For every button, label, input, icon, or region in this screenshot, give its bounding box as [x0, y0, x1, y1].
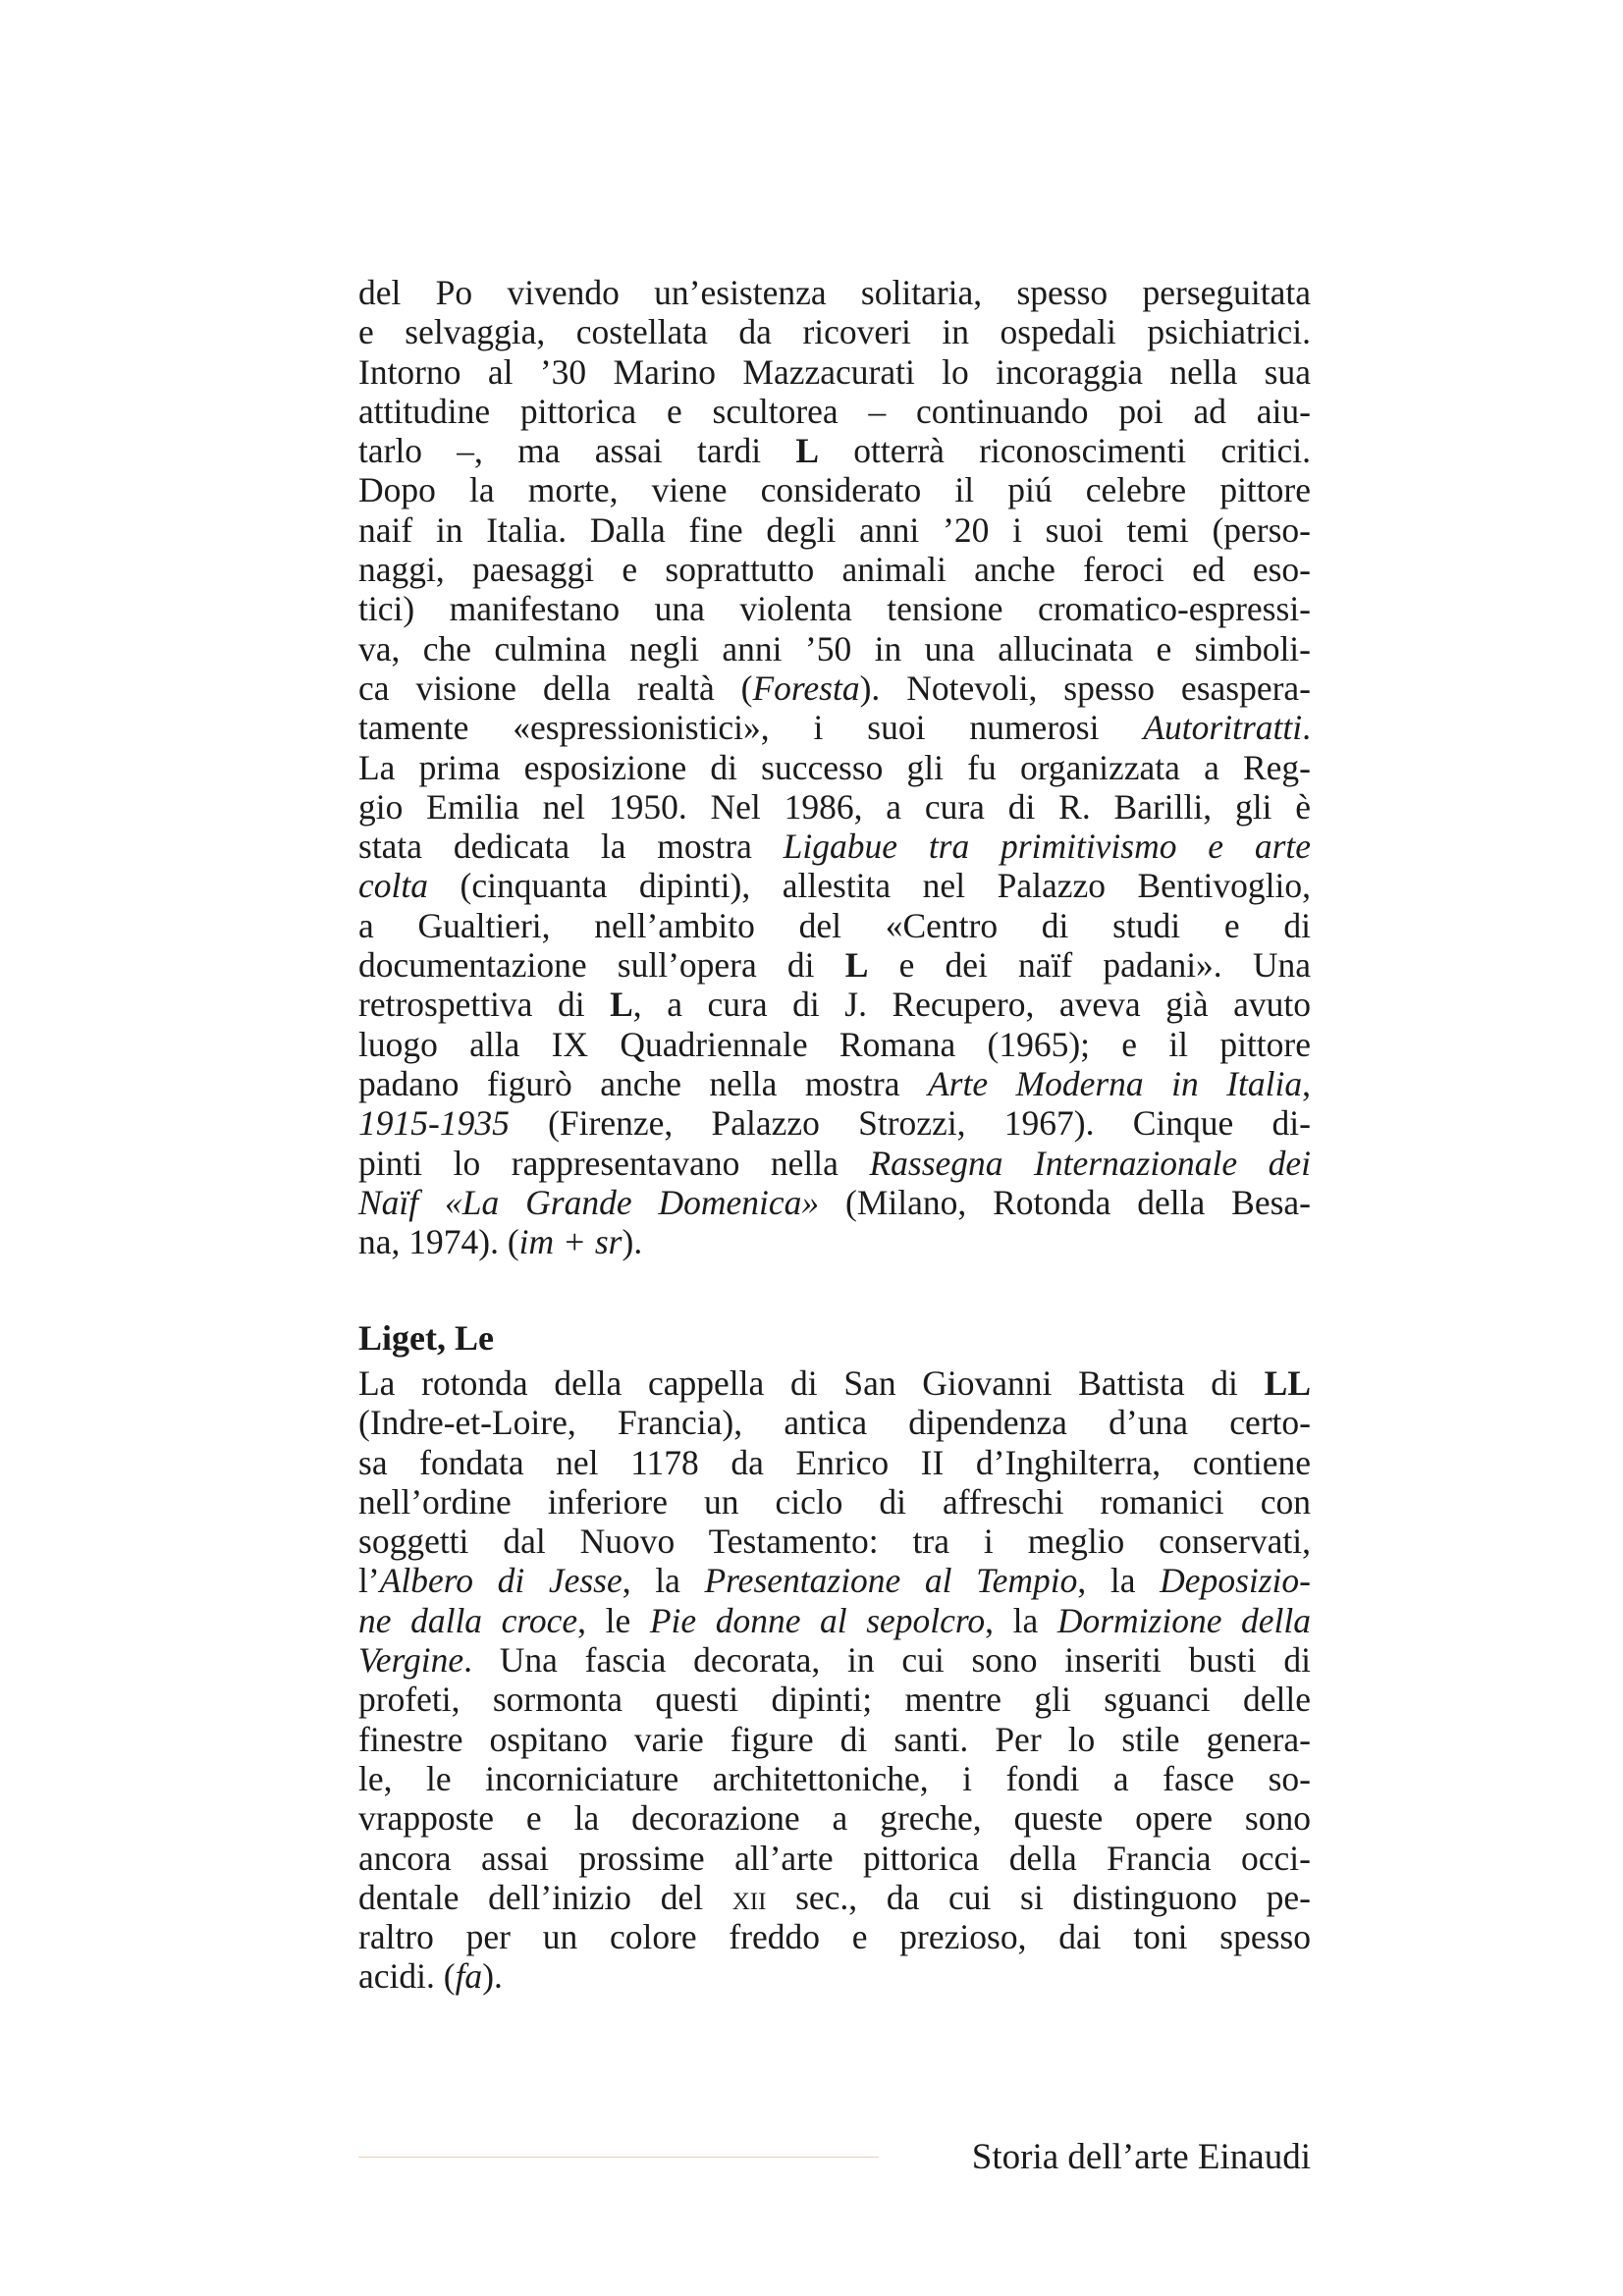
text-line: naggi, paesaggi e soprattutto animali anche feroci ed eso- [358, 550, 1311, 590]
text-line: tamente «espressionistici», i suoi numerosi Autoritratti. [358, 708, 1311, 748]
text-line: tarlo –, ma assai tardi L otterrà riconoscimenti critici. [358, 431, 1311, 471]
text-line: gio Emilia nel 1950. Nel 1986, a cura di R. Barilli, gli è [358, 786, 1311, 827]
text-line: ne dalla croce, le Pie donne al sepolcro, la Dormizione della [358, 1600, 1312, 1640]
text-line: vrapposte e la decorazione a greche, queste opere sono [358, 1798, 1311, 1839]
entry-body-text [358, 1363, 1311, 1997]
text-line: Intorno al ’30 Marino Mazzacurati lo incoraggia nella sua [358, 351, 1311, 392]
entry-heading: Liget, Le [358, 1318, 494, 1358]
text-line: l’Albero di Jesse, la Presentazione al Tempio, la Deposizio- [358, 1561, 1311, 1601]
entry-continuation-text [358, 273, 1311, 1261]
text-line: dentale dell’inizio del xii sec., da cui si distinguono pe- [358, 1877, 1311, 1917]
text-line: soggetti dal Nuovo Testamento: tra i meglio conservati, [358, 1522, 1311, 1562]
text-line: Dopo la morte, viene considerato il piú celebre pittore [358, 470, 1311, 510]
text-line: padano figurò anche nella mostra Arte Moderna in Italia, [358, 1063, 1311, 1103]
footer-rule [358, 2157, 879, 2158]
text-line: Naïf «La Grande Domenica» (Milano, Rotonda della Besa- [358, 1182, 1311, 1222]
text-line: stata dedicata la mostra Ligabue tra primitivismo e arte [358, 827, 1311, 867]
text-line: acidi. (fa). [358, 1956, 503, 1997]
text-line: ancora assai prossime all’arte pittorica della Francia occi- [358, 1838, 1311, 1878]
text-line: 1915-1935 (Firenze, Palazzo Strozzi, 1967). Cinque di- [358, 1103, 1311, 1144]
text-line: luogo alla IX Quadriennale Romana (1965); e il pittore [358, 1024, 1311, 1064]
text-line: raltro per un colore freddo e prezioso, dai toni spesso [358, 1917, 1311, 1957]
text-line: documentazione sull’opera di L e dei naïf padani». Una [358, 945, 1311, 986]
text-line: (Indre-et-Loire, Francia), antica dipendenza d’una certo- [358, 1403, 1311, 1443]
text-line: sa fondata nel 1178 da Enrico II d’Inghilterra, contiene [358, 1442, 1311, 1482]
text-line: La prima esposizione di successo gli fu organizzata a Reg- [358, 747, 1311, 787]
text-line: a Gualtieri, nell’ambito del «Centro di studi e di [358, 905, 1311, 945]
text-line: e selvaggia, costellata da ricoveri in ospedali psichiatrici. [358, 312, 1311, 352]
text-line: retrospettiva di L, a cura di J. Recupero, aveva già avuto [358, 985, 1311, 1025]
text-line: na, 1974). (im + sr). [358, 1222, 643, 1262]
text-line: ca visione della realtà (Foresta). Notevoli, spesso esaspera- [358, 667, 1311, 708]
text-line: tici) manifestano una violenta tensione cromatico-espressi- [358, 589, 1311, 629]
text-line: va, che culmina negli anni ’50 in una allucinata e simboli- [358, 628, 1311, 668]
text-line: naif in Italia. Dalla fine degli anni ’20 i suoi temi (perso- [358, 509, 1311, 550]
text-line: del Po vivendo un’esistenza solitaria, spesso perseguitata [358, 273, 1311, 312]
text-line: finestre ospitano varie figure di santi. Per lo stile genera- [358, 1719, 1311, 1759]
text-line: Vergine. Una fascia decorata, in cui sono inseriti busti di [358, 1640, 1311, 1681]
text-line: nell’ordine inferiore un ciclo di affreschi romanici con [358, 1481, 1311, 1522]
text-line: La rotonda della cappella di San Giovanni Battista di LL [358, 1363, 1311, 1403]
footer-title: Storia dell’arte Einaudi [971, 2137, 1311, 2177]
text-line: attitudine pittorica e scultorea – continuando poi ad aiu- [358, 391, 1311, 431]
text-line: pinti lo rappresentavano nella Rassegna Internazionale dei [358, 1143, 1312, 1183]
text-line: colta (cinquanta dipinti), allestita nel Palazzo Bentivoglio, [358, 866, 1311, 906]
text-line: le, le incorniciature architettoniche, i fondi a fasce so- [358, 1758, 1311, 1798]
text-line: profeti, sormonta questi dipinti; mentre gli sguanci delle [358, 1680, 1311, 1720]
